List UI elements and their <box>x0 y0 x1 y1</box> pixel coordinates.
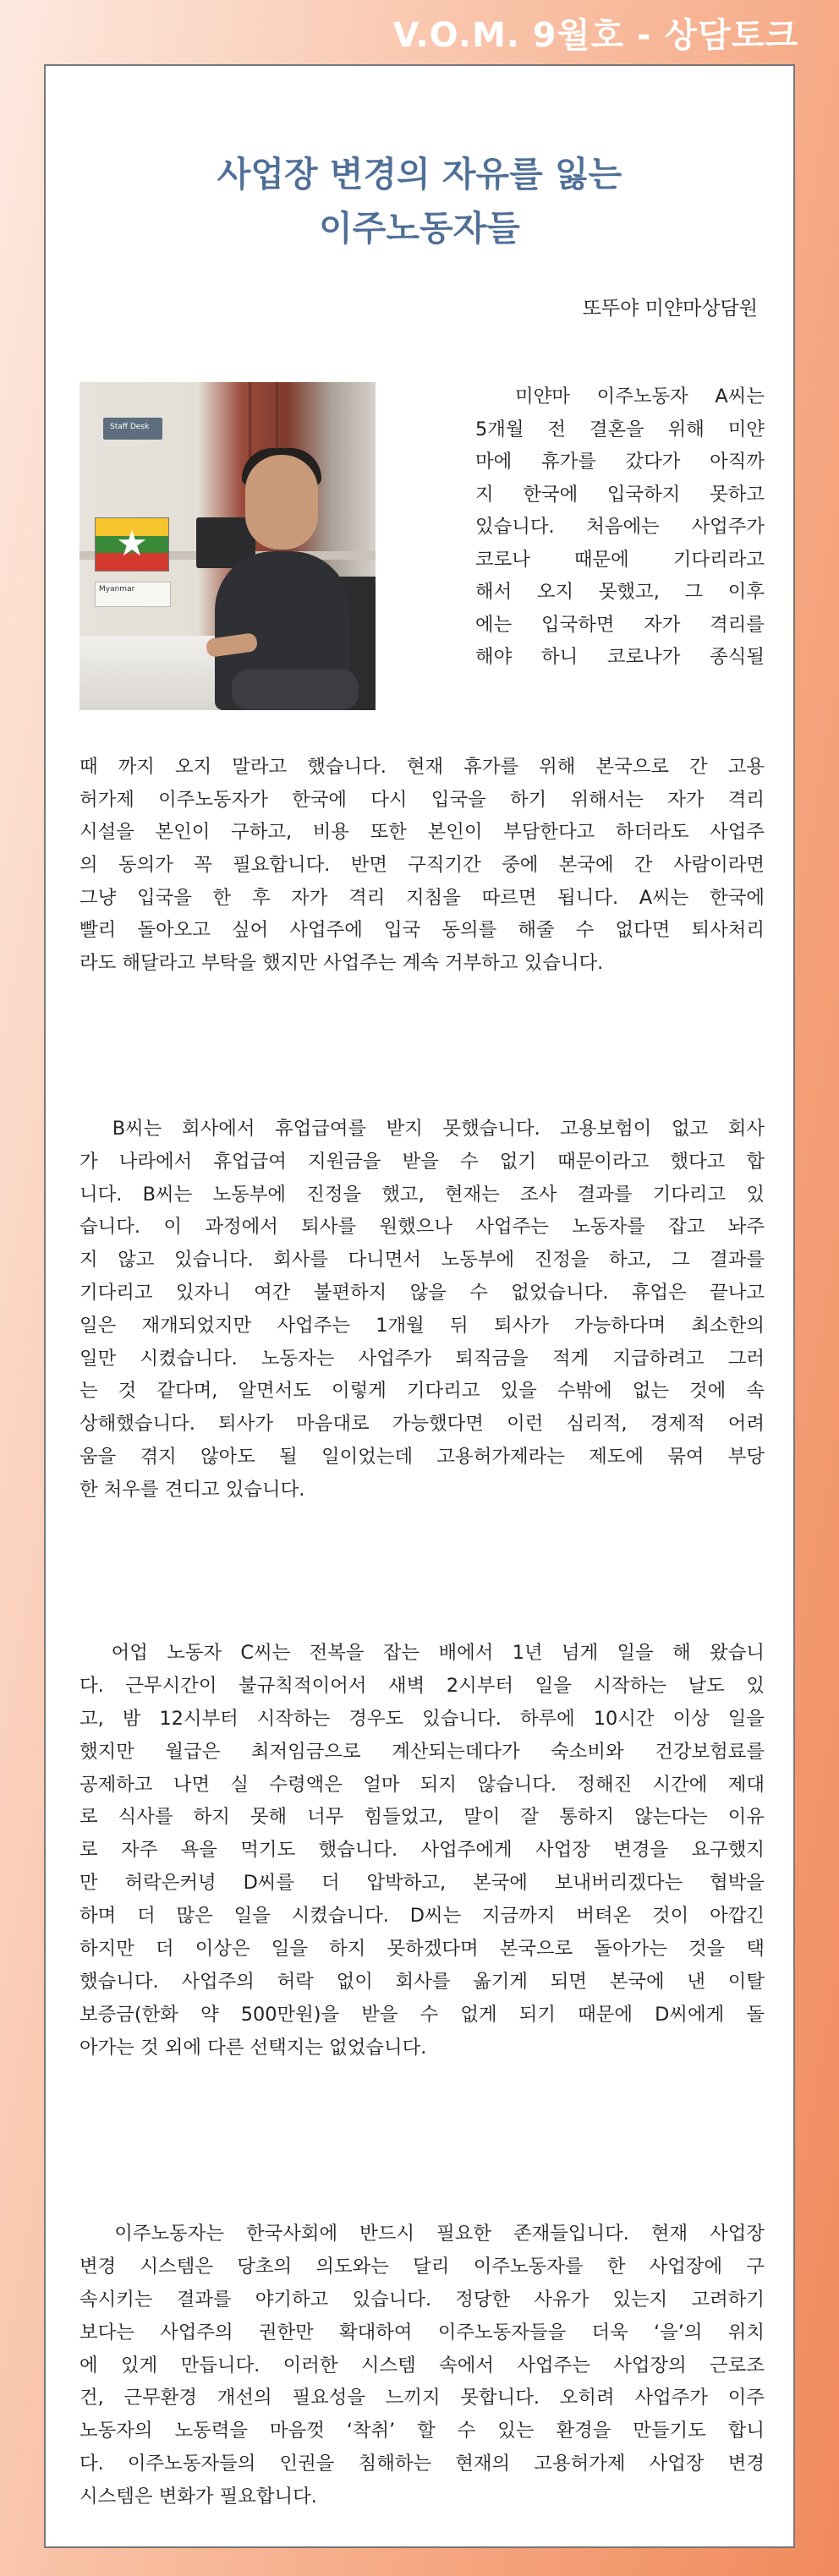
text-line: 에 있게 만듭니다. 이러한 시스템 속에서 사업주는 사업장의 근로조 <box>80 2354 765 2376</box>
text-line: 기다리고 있자니 여간 불편하지 않을 수 없었습니다. 휴업은 끝나고 <box>80 1281 765 1304</box>
photo-person-leg <box>232 670 359 710</box>
text-line: 일만 시켰습니다. 노동자는 사업주가 퇴직금을 적게 지급하려고 그러 <box>80 1347 765 1370</box>
article-card <box>44 64 795 2548</box>
text-line: 고, 밤 12시부터 시작하는 경우도 있습니다. 하루에 10시간 이상 일을 <box>80 1707 765 1730</box>
text-line: 해서 오지 못했고, 그 이후 <box>475 581 765 603</box>
text-line: 로 자주 욕을 먹기도 했습니다. 사업주에게 사업장 변경을 요구했지 <box>80 1839 765 1862</box>
text-line: 의 동의가 꼭 필요합니다. 반면 구직기간 중에 본국에 간 사람이라면 <box>80 854 765 877</box>
text-line: 미얀마 이주노동자 A씨는 <box>475 386 765 407</box>
article-title <box>46 147 793 255</box>
text-line: 아가는 것 외에 다른 선택지는 없었습니다. <box>80 2036 427 2059</box>
text-line: 에는 입국하면 자가 격리를 <box>475 613 765 636</box>
text-line: 니다. B씨는 노동부에 진정을 했고, 현재는 조사 결과를 기다리고 있 <box>80 1183 765 1206</box>
text-line: 마에 휴가를 갔다가 아직까 <box>475 451 765 473</box>
text-line: 움을 겪지 않아도 될 일이었는데 고용허가제라는 제도에 묶여 부당 <box>80 1445 765 1468</box>
paragraph-2 <box>80 1113 765 1507</box>
article-title-line-2: 이주노동자들 <box>319 208 520 249</box>
counselor-photo <box>80 382 376 710</box>
text-line: 때 까지 오지 말라고 했습니다. 현재 휴가를 위해 본국으로 간 고용 <box>80 756 765 778</box>
text-line: 습니다. 이 과정에서 퇴사를 원했으나 사업주는 노동자를 잡고 놔주 <box>80 1216 765 1239</box>
text-line: 시스템은 변화가 필요합니다. <box>80 2486 317 2508</box>
author-byline: 또뚜야 미얀마상담원 <box>582 298 758 320</box>
text-line: 상해했습니다. 퇴사가 마음대로 가능했다면 이런 심리적, 경제적 어려 <box>80 1413 765 1436</box>
text-line: 변경 시스템은 당초의 의도와는 달리 이주노동자를 한 사업장에 구 <box>80 2255 765 2278</box>
text-line: 지 않고 있습니다. 회사를 다니면서 노동부에 진정을 하고, 그 결과를 <box>80 1249 765 1272</box>
article-title-line-1: 사업장 변경의 자유를 잃는 <box>217 154 622 194</box>
photo-sign-text: Staff Desk <box>110 423 150 431</box>
text-line: 허가제 이주노동자가 한국에 다시 입국을 하기 위해서는 자가 격리 <box>80 788 765 811</box>
paragraph-3 <box>80 1637 765 2065</box>
text-line: 노동자의 노동력을 마음껏 ‘착취’ 할 수 있는 환경을 만들기도 합니 <box>80 2420 765 2442</box>
paragraph-1-full <box>80 751 765 980</box>
text-line: 라도 해달라고 부탁을 했지만 사업주는 계속 거부하고 있습니다. <box>80 952 604 975</box>
text-line: 는 것 같다며, 알면서도 이렇게 기다리고 있을 수밖에 없는 것에 속 <box>80 1380 765 1403</box>
text-line: B씨는 회사에서 휴업급여를 받지 못했습니다. 고용보험이 없고 회사 <box>80 1118 765 1140</box>
text-line: 공제하고 나면 실 수령액은 얼마 되지 않습니다. 정해진 시간에 제대 <box>80 1773 765 1796</box>
myanmar-flag-icon: ★ <box>95 517 169 572</box>
text-line: 빨리 돌아오고 싶어 사업주에 입국 동의를 해줄 수 없다면 퇴사처리 <box>80 919 765 942</box>
text-line: 지 한국에 입국하지 못하고 <box>475 483 765 506</box>
text-line: 다. 이주노동자들의 인권을 침해하는 현재의 고용허가제 사업장 변경 <box>80 2453 765 2475</box>
text-line: 어업 노동자 C씨는 전복을 잡는 배에서 1년 넘게 일을 해 왔습니 <box>80 1642 765 1664</box>
paragraph-4 <box>80 2218 765 2513</box>
text-line: 한 처우를 견디고 있습니다. <box>80 1478 305 1501</box>
photo-person-head <box>245 455 318 550</box>
photo-name-card: Myanmar <box>95 582 171 607</box>
text-line: 로 식사를 하지 못해 너무 힘들었고, 말이 잘 통하지 않는다는 이유 <box>80 1806 765 1829</box>
text-line: 일은 재개되었지만 사업주는 1개월 뒤 퇴사가 가능하다며 최소한의 <box>80 1314 765 1337</box>
text-line: 5개월 전 결혼을 위해 미얀 <box>475 418 765 440</box>
text-line: 가 나라에서 휴업급여 지원금을 받을 수 없기 때문이라고 했다고 합 <box>80 1150 765 1173</box>
text-line: 건, 근무환경 개선의 필요성을 느끼지 못합니다. 오히려 사업주가 이주 <box>80 2387 765 2409</box>
text-line: 있습니다. 처음에는 사업주가 <box>475 516 765 538</box>
text-line: 했지만 월급은 최저임금으로 계산되는데다가 숙소비와 건강보험료를 <box>80 1740 765 1763</box>
text-line: 보다는 사업주의 권한만 확대하여 이주노동자들을 더욱 ‘을’의 위치 <box>80 2321 765 2344</box>
text-line: 다. 근무시간이 불규칙적이어서 새벽 2시부터 일을 시작하는 날도 있 <box>80 1674 765 1697</box>
text-line: 했습니다. 사업주의 허락 없이 회사를 옮기게 되면 본국에 낸 이탈 <box>80 1970 765 1993</box>
paragraph-1-side <box>475 380 765 674</box>
text-line: 하며 더 많은 일을 시켰습니다. D씨는 지금까지 버텨온 것이 아깝긴 <box>80 1905 765 1928</box>
text-line: 코로나 때문에 기다리라고 <box>475 548 765 571</box>
text-line: 시설을 본인이 구하고, 비용 또한 본인이 부담한다고 하더라도 사업주 <box>80 821 765 844</box>
header-title: V.O.M. 9월호 - 상담토크 <box>392 16 798 55</box>
text-line: 해야 하니 코로나가 종식될 <box>475 646 765 668</box>
text-line: 속시키는 결과를 야기하고 있습니다. 정당한 사유가 있는지 고려하기 <box>80 2288 765 2311</box>
text-line: 하지만 더 이상은 일을 하지 못하겠다며 본국으로 돌아가는 것을 택 <box>80 1938 765 1961</box>
text-line: 이주노동자는 한국사회에 반드시 필요한 존재들입니다. 현재 사업장 <box>80 2223 765 2245</box>
text-line: 보증금(한화 약 500만원)을 받을 수 없게 되기 때문에 D씨에게 돌 <box>80 2003 765 2026</box>
text-line: 그냥 입국을 한 후 자가 격리 지침을 따르면 됩니다. A씨는 한국에 <box>80 886 765 909</box>
text-line: 만 허락은커녕 D씨를 더 압박하고, 본국에 보내버리겠다는 협박을 <box>80 1872 765 1895</box>
